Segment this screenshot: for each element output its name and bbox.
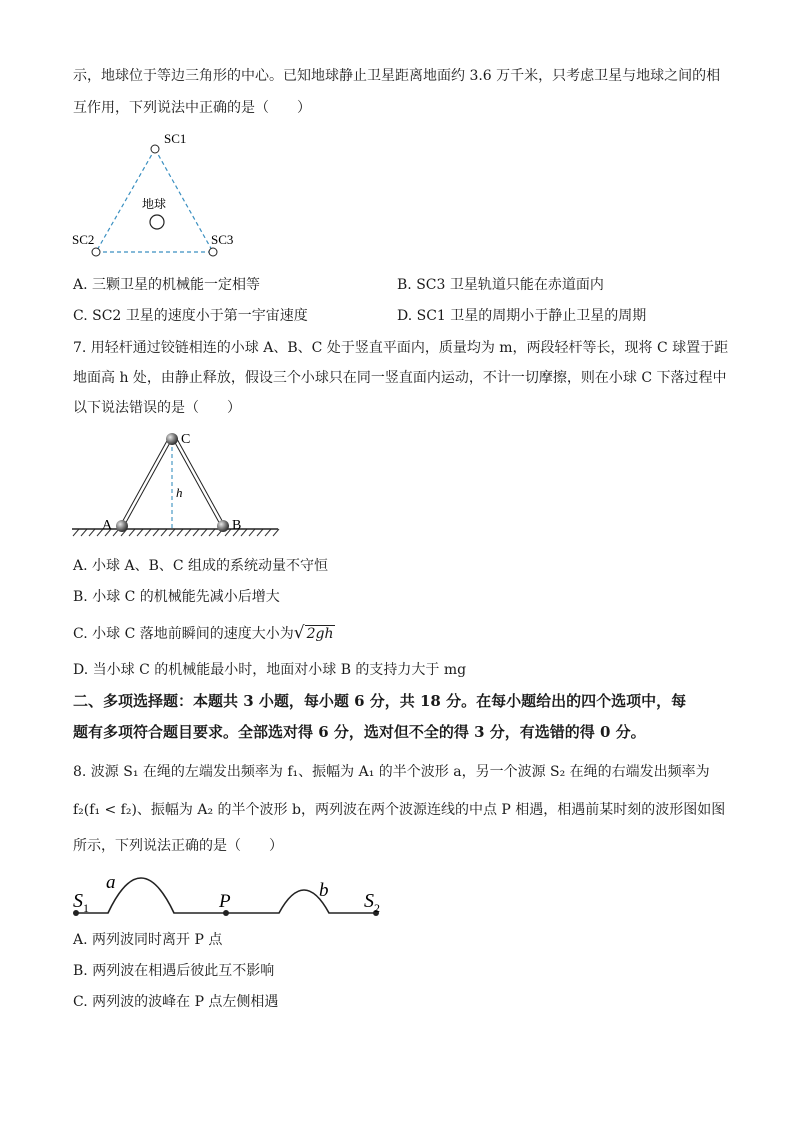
q6-satellite-figure <box>60 125 260 260</box>
q8-stem-line2: f₂(f₁ < f₂)、振幅为 A₂ 的半个波形 b，两列波在两个波源连线的中点 P 相遇，相遇前某时刻的波形图如图 <box>73 802 726 818</box>
label-a: A <box>102 518 113 533</box>
section2-line1: 二、多项选择题：本题共 3 小题，每小题 6 分，共 18 分。在每小题给出的四个选项中，每 <box>73 692 687 710</box>
section2-line2: 题有多项符合题目要求。全部选对得 6 分，选对但不全的得 3 分，有选错的得 0 分。 <box>73 723 646 741</box>
q8-option-b: B. 两列波在相遇后彼此互不影响 <box>73 963 275 979</box>
q6-option-b: B. SC3 卫星轨道只能在赤道面内 <box>397 277 604 293</box>
q7-option-c <box>73 623 335 644</box>
q7-linkage-figure <box>70 425 285 543</box>
q8-option-c: C. 两列波的波峰在 P 点左侧相遇 <box>73 994 279 1010</box>
q8-stem-line1: 8. 波源 S₁ 在绳的左端发出频率为 f₁、振幅为 A₁ 的半个波形 a，另一个波源 S₂ 在绳的右端发出频率为 <box>73 764 710 780</box>
sqrt-symbol: √ <box>293 623 305 643</box>
label-b-wave: b <box>319 880 329 901</box>
q7-option-a: A. 小球 A、B、C 组成的系统动量不守恒 <box>73 558 329 574</box>
q6-option-a: A. 三颗卫星的机械能一定相等 <box>73 277 261 293</box>
sqrt-radicand: 2gh <box>306 626 334 642</box>
satellite-sc2 <box>92 248 100 256</box>
ball-b <box>217 520 229 532</box>
label-p: P <box>219 891 231 912</box>
label-sc1: SC1 <box>164 131 187 146</box>
q8-wave-figure <box>68 860 398 922</box>
satellite-sc1 <box>151 145 159 153</box>
q7-stem-line3: 以下说法错误的是（ ） <box>73 400 241 416</box>
label-earth: 地球 <box>142 197 167 211</box>
satellite-sc3 <box>209 248 217 256</box>
q8-option-a: A. 两列波同时离开 P 点 <box>73 932 223 948</box>
q6-stem-line1: 示，地球位于等边三角形的中心。已知地球静止卫星距离地面约 3.6 万千米，只考虑卫星与地球之间的相 <box>73 68 721 84</box>
q6-stem-line2: 互作用，下列说法中正确的是（ ） <box>73 100 311 116</box>
ball-c <box>166 433 178 445</box>
label-s1: $S_1$ <box>73 890 89 915</box>
label-s2: $S_2$ <box>364 890 380 915</box>
q7-stem-line1: 7. 用轻杆通过铰链相连的小球 A、B、C 处于竖直平面内，质量均为 m，两段轻杆等长，现将 C 球置于距 <box>73 340 729 356</box>
q7-stem-line2: 地面高 h 处，由静止释放，假设三个小球只在同一竖直面内运动，不计一切摩擦，则在小球 C 下落过程中 <box>73 370 727 386</box>
q8-stem-line3: 所示，下列说法正确的是（ ） <box>73 838 283 854</box>
q7-option-c-text: C. 小球 C 落地前瞬间的速度大小为 <box>73 626 294 642</box>
label-a-wave: a <box>106 872 116 893</box>
q6-option-c: C. SC2 卫星的速度小于第一宇宙速度 <box>73 308 308 324</box>
label-sc3: SC3 <box>211 232 234 247</box>
q6-option-d: D. SC1 卫星的周期小于静止卫星的周期 <box>397 308 647 324</box>
q7-option-b: B. 小球 C 的机械能先减小后增大 <box>73 589 280 605</box>
label-h: h <box>176 485 183 500</box>
earth-circle <box>150 215 164 229</box>
ball-a <box>116 520 128 532</box>
q7-option-d: D. 当小球 C 的机械能最小时，地面对小球 B 的支持力大于 mg <box>73 662 467 678</box>
label-sc2: SC2 <box>72 232 95 247</box>
label-c: C <box>181 432 191 447</box>
label-b: B <box>232 518 242 533</box>
